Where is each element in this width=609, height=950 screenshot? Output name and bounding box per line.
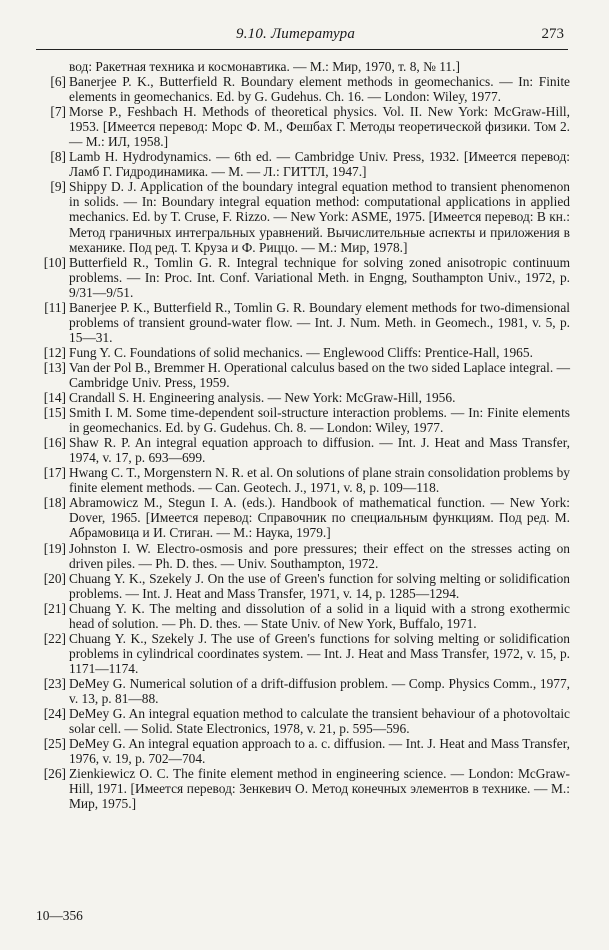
reference-text: Zienkiewicz O. C. The finite element method in engineering science. — London: McGraw-Hill, 1971. [Имеется перевод: Зенкевич О. Метод конечных элементов в технике. — М.: Мир, 1975.]: [69, 766, 570, 812]
reference-text: Lamb H. Hydrodynamics. — 6th ed. — Cambridge Univ. Press, 1932. [Имеется перевод: Ламб Г. Гидродинамика. — М. — Л.: ГИТТЛ, 1947.]: [69, 149, 570, 180]
header-rule: [36, 49, 568, 50]
reference-number: [22]: [43, 630, 66, 646]
reference-text: Banerjee P. K., Butterfield R., Tomlin G. R. Boundary element methods for two-dimensional problems of transient ground-water flow. — Int. J. Num. Meth. in Geomech., 1981, v. 5, p. 15—31.: [69, 299, 570, 345]
reference-item: [36, 601, 570, 631]
reference-text: Chuang Y. K., Szekely J. On the use of Green's function for solving melting or solidification problems. — Int. J. Heat and Mass Transfer, 1971, v. 14, p. 1285—1294.: [69, 570, 570, 601]
reference-text: Fung Y. C. Foundations of solid mechanics. — Englewood Cliffs: Prentice-Hall, 1965.: [69, 344, 533, 360]
reference-number: [10]: [43, 254, 66, 270]
reference-number: [23]: [43, 675, 66, 691]
reference-item: [36, 405, 570, 435]
reference-number: [14]: [43, 390, 66, 406]
reference-item: [36, 179, 570, 254]
reference-text: Hwang C. T., Morgenstern N. R. et al. On solutions of plane strain consolidation problems by finite element methods. — Can. Geotech. J., 1971, v. 8, p. 109—118.: [69, 465, 570, 496]
reference-text: DeMey G. An integral equation approach to a. c. diffusion. — Int. J. Heat and Mass Transfer, 1976, v. 19, p. 702—704.: [69, 736, 570, 767]
reference-text: DeMey G. An integral equation method to calculate the transient behaviour of a photovoltaic solar cell. — Solid. State Electronics, 1978, v. 21, p. 595—596.: [69, 706, 570, 737]
reference-number: [18]: [43, 495, 66, 511]
reference-item: [36, 345, 570, 360]
reference-item: [36, 255, 570, 300]
reference-text: вод: Ракетная техника и космонавтика. — М.: Мир, 1970, т. 8, № 11.]: [69, 59, 460, 74]
reference-text: Shaw R. P. An integral equation approach to diffusion. — Int. J. Heat and Mass Transfer, 1974, v. 17, p. 693—699.: [69, 435, 570, 466]
reference-text: Abramowicz M., Stegun I. A. (eds.). Handbook of mathematical function. — New York: Dover, 1965. [Имеется перевод: Справочник по специальным функциям. Под ред. М. Абрамовица и И. Стиган. — М.: Наука, 1979.]: [69, 495, 570, 541]
reference-number: [17]: [43, 465, 66, 481]
reference-text: Smith I. M. Some time-dependent soil-structure interaction problems. — In: Finite elements in geomechanics. Ed. by G. Gudehus. Ch. 8. — London: Wiley, 1977.: [69, 405, 570, 436]
running-head: [36, 22, 568, 46]
reference-number: [24]: [43, 706, 66, 722]
reference-item: [36, 300, 570, 345]
reference-text: Banerjee P. K., Butterfield R. Boundary element methods in geomechanics. — In: Finite elements in geomechanics. Ed. by G. Gudehus. Ch. 16. — London: Wiley, 1977.: [69, 74, 570, 105]
reference-number: [6]: [50, 74, 66, 90]
reference-text: Crandall S. H. Engineering analysis. — New York: McGraw-Hill, 1956.: [69, 390, 456, 406]
reference-item: [36, 149, 570, 179]
reference-continuation: [36, 59, 570, 74]
page-number: 273: [541, 26, 564, 42]
printer-signature: 10—356: [36, 908, 83, 923]
reference-number: [8]: [50, 149, 66, 165]
reference-item: [36, 465, 570, 495]
reference-number: [7]: [50, 104, 66, 120]
reference-list: [36, 59, 570, 811]
reference-number: [21]: [43, 600, 66, 616]
reference-number: [11]: [44, 299, 66, 315]
reference-text: Butterfield R., Tomlin G. R. Integral technique for solving zoned anisotropic continuum problems. — In: Proc. Int. Conf. Variational Meth. in Engng, Southampton Univ., 1972, p. 9/31—9/51.: [69, 254, 570, 300]
reference-number: [19]: [43, 540, 66, 556]
reference-item: [36, 435, 570, 465]
reference-item: [36, 104, 570, 149]
reference-number: [15]: [43, 405, 66, 421]
reference-number: [16]: [43, 435, 66, 451]
reference-item: [36, 74, 570, 104]
reference-item: [36, 631, 570, 676]
reference-item: [36, 676, 570, 706]
reference-text: Chuang Y. K. The melting and dissolution of a solid in a liquid with a strong exothermic head of solution. — Ph. D. thes. — State Univ. of New York, Buffalo, 1971.: [69, 600, 570, 631]
reference-item: [36, 571, 570, 601]
reference-text: DeMey G. Numerical solution of a drift-diffusion problem. — Comp. Physics Comm., 1977, v. 13, p. 81—88.: [69, 675, 570, 706]
reference-item: [36, 541, 570, 571]
reference-item: [36, 495, 570, 540]
reference-text: Van der Pol B., Bremmer H. Operational calculus based on the two sided Laplace integral. — Cambridge Univ. Press, 1959.: [69, 359, 570, 390]
reference-number: [25]: [43, 736, 66, 752]
reference-item: [36, 766, 570, 811]
reference-text: Chuang Y. K., Szekely J. The use of Green's functions for solving melting or solidification problems in cylindrical coordinates system. — Int. J. Heat and Mass Transfer, 1972, v. 15, p. 1171—1174.: [69, 630, 570, 676]
reference-number: [9]: [50, 179, 66, 195]
reference-item: [36, 360, 570, 390]
reference-item: [36, 390, 570, 405]
reference-text: Johnston I. W. Electro-osmosis and pore pressures; their effect on the stresses acting on driven piles. — Ph. D. thes. — Univ. Southampton, 1972.: [69, 540, 570, 571]
reference-item: [36, 736, 570, 766]
section-title: 9.10. Литература: [236, 26, 356, 42]
reference-number: [13]: [43, 359, 66, 375]
reference-number: [12]: [43, 344, 66, 360]
reference-text: Shippy D. J. Application of the boundary integral equation method to transient phenomenon in solids. — In: Boundary integral equation method: computational applications in applied mechanics. Ed. by T. Cruse, F. Rizzo. — New York: ASME, 1975. [Имеется перевод: В кн.: Метод граничных интегральных уравнений. Вычислительные аспекты и приложения в механике. Под ред. Т. Круза и Ф. Риццо. — М.: Мир, 1978.]: [69, 179, 570, 255]
reference-item: [36, 706, 570, 736]
reference-number: [20]: [43, 570, 66, 586]
reference-number: [26]: [43, 766, 66, 782]
reference-text: Morse P., Feshbach H. Methods of theoretical physics. Vol. II. New York: McGraw-Hill, 1953. [Имеется перевод: Морс Ф. М., Фешбах Г. Методы теоретической физики. Том 2. — М.: ИЛ, 1958.]: [69, 104, 570, 150]
